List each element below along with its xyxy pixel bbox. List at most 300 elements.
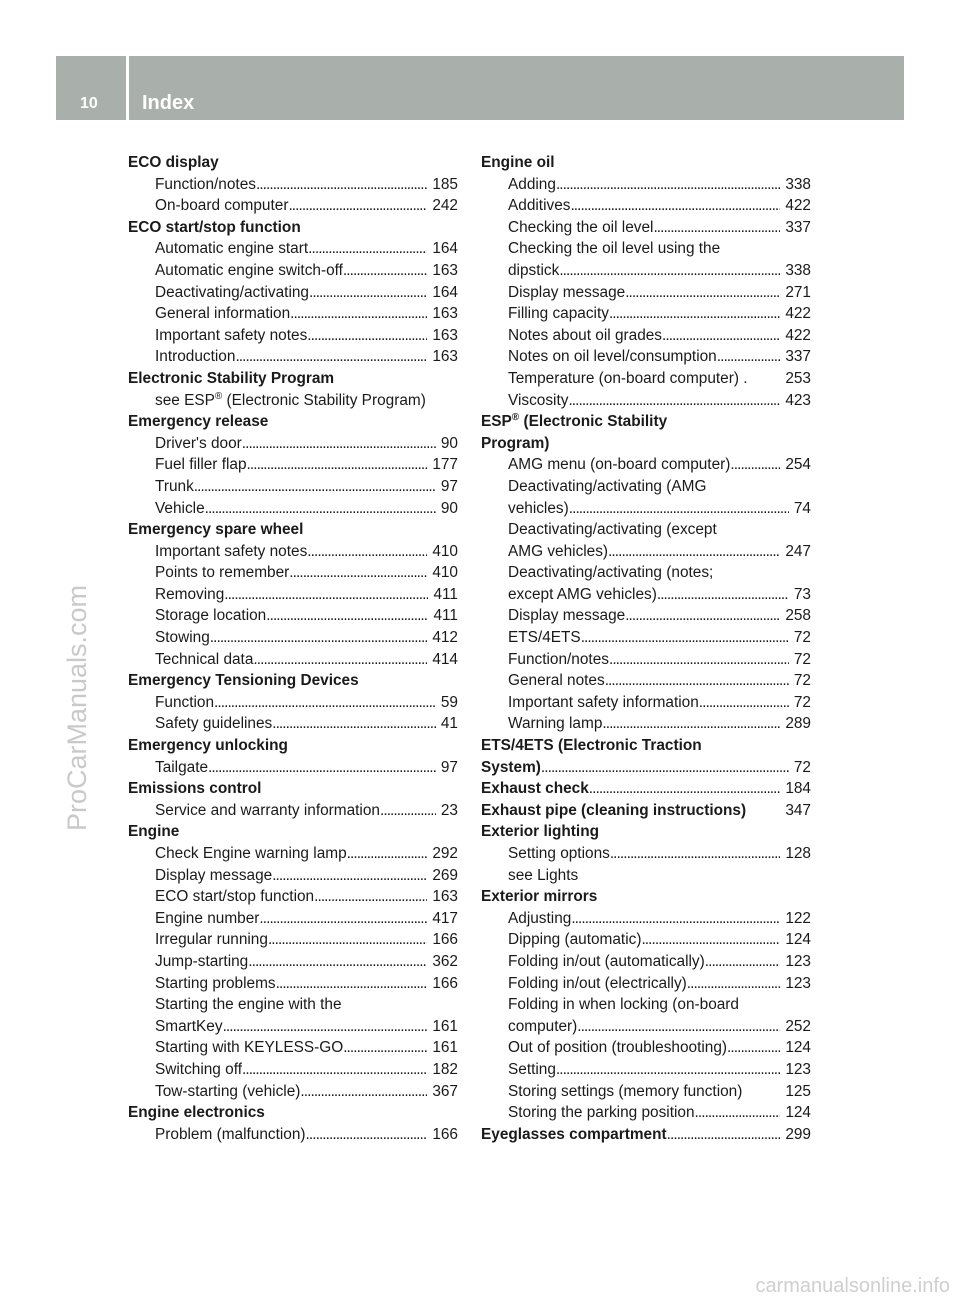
index-entry (128, 454, 458, 476)
index-heading-entry (481, 800, 811, 822)
entry-label: Automatic engine switch-off (155, 261, 343, 279)
entry-label: Safety guidelines (155, 715, 273, 733)
page-reference: 411 (433, 607, 458, 625)
index-heading (128, 368, 458, 390)
side-watermark-text: ProCarManuals.com (62, 584, 92, 832)
dot-leader (662, 325, 780, 347)
entry-text: Electronic Stability Program (128, 369, 335, 387)
index-entry (481, 1059, 811, 1081)
index-subtext (481, 562, 811, 584)
index-subtext (481, 519, 811, 541)
entry-label: Out of position (troubleshooting) (508, 1039, 728, 1057)
entry-label: Viscosity (508, 391, 569, 409)
entry-label: Warning lamp (508, 715, 603, 733)
dot-leader (609, 303, 780, 325)
dot-leader (380, 800, 436, 822)
index-entry (128, 174, 458, 196)
page-reference: 185 (432, 175, 458, 193)
dot-leader (214, 692, 436, 714)
entry-label: Jump-starting (155, 952, 249, 970)
index-entry (481, 454, 811, 476)
entry-label: Dipping (automatic) (508, 931, 642, 949)
entry-label: Switching off (155, 1060, 242, 1078)
entry-text: Engine electronics (128, 1104, 265, 1122)
entry-label: Removing (155, 585, 225, 603)
entry-label: Storage location (155, 607, 267, 625)
index-entry (128, 1059, 458, 1081)
entry-label: Starting problems (155, 974, 276, 992)
index-entry (481, 692, 811, 714)
page-reference: 72 (793, 693, 811, 711)
entry-text: Emergency spare wheel (128, 521, 304, 539)
entry-text: Starting the engine with the (155, 996, 342, 1014)
dot-leader (288, 195, 427, 217)
index-entry (481, 1081, 811, 1103)
entry-label: Notes about oil grades (508, 326, 663, 344)
page-reference: 164 (432, 283, 458, 301)
index-entry (481, 1037, 811, 1059)
dot-leader (266, 605, 428, 627)
index-entry (128, 605, 458, 627)
entry-label: General information (155, 305, 291, 323)
entry-label: Function (155, 693, 215, 711)
dot-leader (568, 390, 780, 412)
dot-leader (625, 282, 780, 304)
dot-leader (253, 649, 427, 671)
page-reference: 337 (785, 218, 811, 236)
header-divider (126, 56, 129, 120)
page-reference: 253 (785, 369, 811, 387)
dot-leader (242, 433, 436, 455)
index-entry (481, 713, 811, 735)
dot-leader (235, 346, 427, 368)
page-reference: 128 (785, 845, 811, 862)
dot-leader (657, 584, 789, 606)
index-heading (128, 152, 458, 174)
page-reference: 411 (433, 585, 458, 603)
entry-label: ETS/4ETS (508, 629, 581, 647)
entry-label: Stowing (155, 629, 210, 647)
page-reference: 269 (432, 866, 458, 884)
entry-label: computer) (508, 1017, 578, 1035)
page-reference: 97 (440, 477, 458, 495)
index-entry (128, 757, 458, 779)
page-number: 10 (80, 95, 98, 112)
entry-label: Important safety information (508, 693, 699, 711)
page-reference: 59 (440, 693, 458, 711)
entry-text: Engine (128, 823, 180, 841)
page-reference: 182 (432, 1060, 458, 1078)
page-number-box (56, 56, 126, 120)
page-reference: 412 (432, 629, 458, 647)
page-reference: 41 (440, 715, 458, 733)
entry-label: Important safety notes (155, 326, 308, 344)
index-entry (128, 800, 458, 822)
page-reference: 163 (432, 305, 458, 323)
entry-text: see Lights (508, 866, 579, 884)
dot-leader (223, 1016, 428, 1038)
entry-text: ECO start/stop function (128, 218, 301, 236)
entry-label: Additives (508, 197, 571, 215)
dot-leader (556, 174, 780, 196)
index-entry (128, 433, 458, 455)
index-entry (481, 260, 811, 282)
index-heading (481, 821, 811, 843)
page-reference: 258 (785, 607, 811, 625)
index-entry (128, 346, 458, 368)
index-entry (481, 605, 811, 627)
index-entry (481, 541, 811, 563)
index-heading (481, 411, 811, 433)
dot-leader (577, 1016, 780, 1038)
dot-leader (569, 498, 789, 520)
page-reference: 90 (440, 499, 458, 517)
index-entry (128, 886, 458, 908)
index-entry (128, 238, 458, 260)
dot-leader (641, 929, 780, 951)
index-heading (128, 519, 458, 541)
dot-leader (248, 951, 427, 973)
index-entry (128, 562, 458, 584)
page-reference: 410 (432, 564, 458, 582)
entry-label: Points to remember (155, 564, 290, 582)
index-entry (481, 908, 811, 930)
index-entry (128, 649, 458, 671)
index-entry (481, 282, 811, 304)
page-reference: 97 (440, 758, 458, 776)
index-subtext (481, 476, 811, 498)
entry-text: ESP (481, 413, 512, 431)
page-reference: 73 (793, 585, 811, 603)
dot-leader (205, 498, 436, 520)
page-reference: 23 (440, 801, 458, 819)
dot-leader (300, 1081, 427, 1103)
page-reference: 166 (432, 974, 458, 992)
entry-label: Setting options (508, 845, 610, 862)
index-entry (128, 627, 458, 649)
index-entry (481, 325, 811, 347)
index-heading (481, 886, 811, 908)
page-reference: 362 (432, 952, 458, 970)
dot-leader (581, 627, 789, 649)
entry-text: Exterior lighting (481, 823, 599, 841)
page-reference: 289 (785, 715, 811, 733)
dot-leader (307, 541, 427, 563)
page-reference: 166 (432, 1125, 458, 1143)
index-column-right (481, 152, 811, 1145)
page-reference: 252 (785, 1017, 811, 1035)
page-reference: 242 (432, 197, 458, 215)
dot-leader (730, 454, 780, 476)
index-entry (128, 1037, 458, 1059)
index-entry (481, 346, 811, 368)
registered-mark: ® (214, 390, 223, 402)
index-entry (128, 1081, 458, 1103)
entry-label: Starting with KEYLESS-GO (155, 1039, 344, 1057)
entry-label: Function/notes (155, 175, 256, 193)
page-reference: 338 (785, 261, 811, 279)
index-heading-entry (481, 757, 811, 779)
entry-label: Service and warranty information (155, 801, 380, 819)
entry-label: Deactivating/activating (155, 283, 309, 301)
dot-leader (605, 670, 789, 692)
registered-mark: ® (511, 412, 520, 423)
entry-label: Check Engine warning lamp (155, 845, 347, 862)
entry-label: Fuel filler flap (155, 456, 247, 474)
dot-leader (314, 886, 427, 908)
page-reference: 125 (785, 1082, 811, 1100)
dot-leader (687, 973, 781, 995)
index-entry (481, 1102, 811, 1124)
dot-leader (256, 174, 427, 196)
dot-leader (290, 303, 427, 325)
page-reference: 122 (785, 909, 811, 927)
index-subtext (481, 865, 811, 887)
dot-leader (343, 260, 427, 282)
index-entry (128, 584, 458, 606)
page-reference: 422 (785, 305, 811, 323)
index-heading (128, 670, 458, 692)
page-reference: 123 (785, 952, 811, 970)
index-entry (481, 670, 811, 692)
entry-label: Exhaust check (481, 780, 589, 798)
entry-label: General notes (508, 672, 605, 690)
index-entry (481, 217, 811, 239)
dot-leader (571, 908, 780, 930)
page-reference: 163 (432, 261, 458, 279)
index-entry (128, 843, 458, 865)
entry-text: Checking the oil level using the (508, 240, 721, 258)
entry-text-continued: (Electronic Stability (519, 413, 668, 431)
page-reference: 72 (793, 672, 811, 690)
dot-leader (653, 217, 780, 239)
dot-leader (625, 605, 780, 627)
index-entry (481, 498, 811, 520)
dot-leader (259, 908, 427, 930)
entry-label: Setting (508, 1060, 556, 1078)
index-heading (481, 152, 811, 174)
dot-leader (556, 1059, 780, 1081)
index-subtext (128, 390, 458, 412)
page-reference: 292 (432, 845, 458, 862)
dot-leader (194, 476, 436, 498)
entry-label: Notes on oil level/consumption (508, 348, 717, 366)
index-entry (128, 303, 458, 325)
dot-leader (242, 1059, 427, 1081)
index-entry (128, 282, 458, 304)
entry-label: SmartKey (155, 1017, 223, 1035)
entry-label: Filling capacity (508, 305, 609, 323)
index-entry (481, 195, 811, 217)
index-entry (481, 627, 811, 649)
page-reference: 123 (785, 974, 811, 992)
dot-leader (268, 929, 427, 951)
index-entry (128, 973, 458, 995)
dot-leader (247, 454, 428, 476)
entry-text: Emergency Tensioning Devices (128, 672, 359, 690)
page-reference: 414 (432, 650, 458, 668)
dot-leader (289, 562, 427, 584)
index-column-left (128, 152, 458, 1145)
page-reference: 74 (793, 499, 811, 517)
entry-text-continued: (Electronic Stability Program) (222, 391, 426, 409)
page-reference: 124 (785, 1039, 811, 1057)
index-heading (128, 778, 458, 800)
entry-text: Program) (481, 434, 550, 452)
page-reference: 177 (432, 456, 458, 474)
index-entry (481, 368, 811, 390)
index-heading (128, 217, 458, 239)
dot-leader (541, 757, 789, 779)
page-reference: 423 (785, 391, 811, 409)
dot-leader (224, 584, 428, 606)
entry-text: ECO display (128, 154, 219, 171)
dot-leader (306, 1124, 428, 1146)
index-entry (128, 713, 458, 735)
entry-label: Automatic engine start (155, 240, 309, 258)
index-heading (128, 1102, 458, 1124)
entry-label: Temperature (on-board computer) . (508, 369, 748, 387)
index-entry (128, 865, 458, 887)
page-reference: 422 (785, 326, 811, 344)
entry-label: Tow-starting (vehicle) (155, 1082, 301, 1100)
page-reference: 163 (432, 888, 458, 906)
index-entry (128, 908, 458, 930)
dot-leader (308, 238, 427, 260)
entry-label: Display message (155, 866, 273, 884)
index-entry (128, 951, 458, 973)
index-entry (128, 541, 458, 563)
index-entry (128, 498, 458, 520)
entry-text: Exterior mirrors (481, 888, 598, 906)
index-entry (481, 929, 811, 951)
index-subtext (481, 994, 811, 1016)
dot-leader (602, 713, 780, 735)
entry-label: System) (481, 758, 541, 776)
dot-leader (717, 346, 781, 368)
index-heading (128, 411, 458, 433)
page-reference: 161 (432, 1017, 458, 1035)
entry-label: Eyeglasses compartment (481, 1125, 667, 1143)
index-entry (128, 1016, 458, 1038)
page-reference: 271 (785, 283, 811, 301)
index-heading (481, 735, 811, 757)
index-entry (481, 1016, 811, 1038)
index-heading (128, 735, 458, 757)
entry-label: Storing the parking position (508, 1104, 695, 1122)
page-reference: 247 (785, 542, 811, 560)
page-header (56, 56, 904, 120)
dot-leader (559, 260, 780, 282)
entry-text: Emergency unlocking (128, 737, 288, 755)
entry-label: Problem (malfunction) (155, 1125, 306, 1143)
entry-label: Folding in/out (automatically) (508, 952, 705, 970)
page-reference: 161 (432, 1039, 458, 1057)
entry-label: Display message (508, 283, 626, 301)
dot-leader (210, 627, 428, 649)
dot-leader (695, 1102, 781, 1124)
index-entry (481, 390, 811, 412)
dot-leader (272, 865, 427, 887)
page-reference: 72 (793, 629, 811, 647)
page-reference: 124 (785, 1104, 811, 1122)
entry-label: Checking the oil level (508, 218, 654, 236)
index-entry (128, 260, 458, 282)
entry-text: Deactivating/activating (notes; (508, 564, 714, 582)
entry-text: Deactivating/activating (AMG (508, 477, 707, 495)
page-reference: 90 (440, 434, 458, 452)
index-entry (481, 973, 811, 995)
entry-text: ETS/4ETS (Electronic Traction (481, 737, 702, 755)
dot-leader (272, 713, 436, 735)
entry-label: Tailgate (155, 758, 209, 776)
index-entry (481, 584, 811, 606)
index-entry (128, 476, 458, 498)
entry-label: Trunk (155, 477, 194, 495)
dot-leader (589, 778, 781, 800)
entry-label: AMG menu (on-board computer) (508, 456, 731, 474)
entry-text: Emissions control (128, 780, 262, 798)
page-reference: 184 (785, 780, 811, 798)
dot-leader (699, 692, 789, 714)
page-reference: 337 (785, 348, 811, 366)
page-reference: 367 (432, 1082, 458, 1100)
index-entry (128, 929, 458, 951)
dot-leader (343, 1037, 427, 1059)
dot-leader (610, 843, 780, 865)
index-heading (128, 821, 458, 843)
index-heading-entry (481, 778, 811, 800)
index-entry (481, 303, 811, 325)
page-reference: 299 (785, 1125, 811, 1143)
page-reference: 164 (432, 240, 458, 258)
entry-label: ECO start/stop function (155, 888, 315, 906)
dot-leader (208, 757, 436, 779)
entry-label: Exhaust pipe (cleaning instructions) (481, 801, 747, 819)
index-entry (128, 195, 458, 217)
page-reference: 163 (432, 348, 458, 366)
page-reference: 163 (432, 326, 458, 344)
dot-leader (727, 1037, 780, 1059)
page-reference: 410 (432, 542, 458, 560)
page-reference: 254 (785, 456, 811, 474)
entry-label: Introduction (155, 348, 236, 366)
page-reference: 417 (432, 909, 458, 927)
entry-label: except AMG vehicles) (508, 585, 657, 603)
entry-label: Important safety notes (155, 542, 308, 560)
dot-leader (608, 541, 780, 563)
entry-label: Folding in/out (electrically) (508, 974, 687, 992)
index-entry (128, 325, 458, 347)
dot-leader (570, 195, 780, 217)
entry-text: Deactivating/activating (except (508, 521, 717, 539)
page-reference: 166 (432, 931, 458, 949)
entry-label: vehicles) (508, 499, 569, 517)
page-reference: 124 (785, 931, 811, 949)
dot-leader (276, 973, 428, 995)
dot-leader (309, 282, 427, 304)
entry-label: Adjusting (508, 909, 572, 927)
dot-leader (347, 843, 428, 865)
dot-leader (609, 649, 789, 671)
entry-label: On-board computer (155, 197, 289, 215)
entry-label: Storing settings (memory function) (508, 1082, 743, 1100)
entry-label: AMG vehicles) (508, 542, 609, 560)
entry-label: Engine number (155, 909, 260, 927)
page-title: Index (142, 92, 195, 114)
entry-label: Irregular running (155, 931, 268, 949)
index-entry (481, 649, 811, 671)
